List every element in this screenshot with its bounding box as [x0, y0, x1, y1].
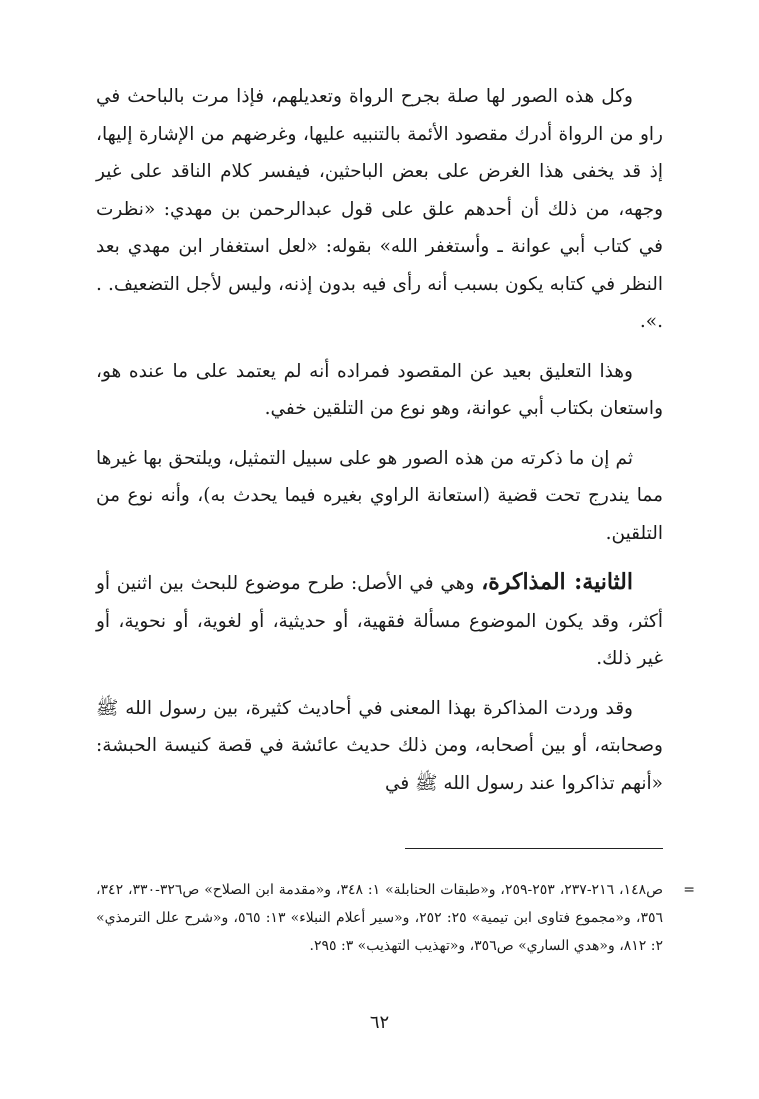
main-text [96, 78, 663, 814]
footnote-continuation-mark: = [683, 882, 695, 898]
section-heading: الثانية: المذاكرة، [481, 569, 633, 595]
paragraph-2: وهذا التعليق بعيد عن المقصود فمراده أنه لم يعتمد على ما عنده هو، واستعان بكتاب أبي عوانة، وهو نوع من التلقين خفي. [96, 360, 663, 419]
paragraph-closing: وقد وردت المذاكرة بهذا المعنى في أحاديث كثيرة، بين رسول الله ﷺ وصحابته، أو بين أصحابه، ومن ذلك حديث عائشة في قصة كنيسة الحبشة: «أنهم تذاكروا عند رسول الله ﷺ في [96, 697, 663, 794]
paragraph-1: وكل هذه الصور لها صلة بجرح الرواة وتعديلهم، فإذا مرت بالباحث في راو من الرواة أدرك مقصود الأئمة بالتنبيه عليها، وغرضهم من الإشارة إليها، إذ قد يخفى هذا الغرض على بعض الباحثين، فيفسر كلام الناقد على غير وجهه، من ذلك أن أحدهم علق على قول عبدالرحمن بن مهدي: «نظرت في كتاب أبي عوانة ـ وأستغفر الله» بقوله: «لعل استغفار ابن مهدي بعد النظر في كتابه يكون بسبب أنه رأى فيه بدون إذنه، وليس لأجل التضعيف. . .». [96, 86, 663, 332]
section-text: وهي في الأصل: طرح موضوع للبحث بين اثنين أو أكثر، وقد يكون الموضوع مسألة فقهية، أو حديثية، أو لغوية، أو نحوية، أو غير ذلك. [96, 573, 663, 669]
paragraph-3: ثم إن ما ذكرته من هذه الصور هو على سبيل التمثيل، ويلتحق بها غيرها مما يندرج تحت قضية (استعانة الراوي بغيره فيما يحدث به)، وأنه نوع من التلقين. [96, 447, 663, 544]
footnote-divider [405, 848, 663, 849]
footnote-text: ص١٤٨، ٢١٦-٢٣٧، ٢٥٣-٢٥٩، و«طبقات الحنابلة» ١: ٣٤٨، و«مقدمة ابن الصلاح» ص٣٢٦-٣٣٠، ٣٤٢، ٣٥٦، و«مجموع فتاوى ابن تيمية» ٢٥: ٢٥٢، و«سير أعلام النبلاء» ١٣: ٥٦٥، و«شرح علل الترمذي» ٢: ٨١٢، و«هدي الساري» ص٣٥٦، و«تهذيب التهذيب» ٣: ٢٩٥. [96, 882, 664, 954]
page-number: ٦٢ [369, 1012, 390, 1033]
footnote [96, 876, 695, 960]
section-paragraph [96, 564, 663, 678]
